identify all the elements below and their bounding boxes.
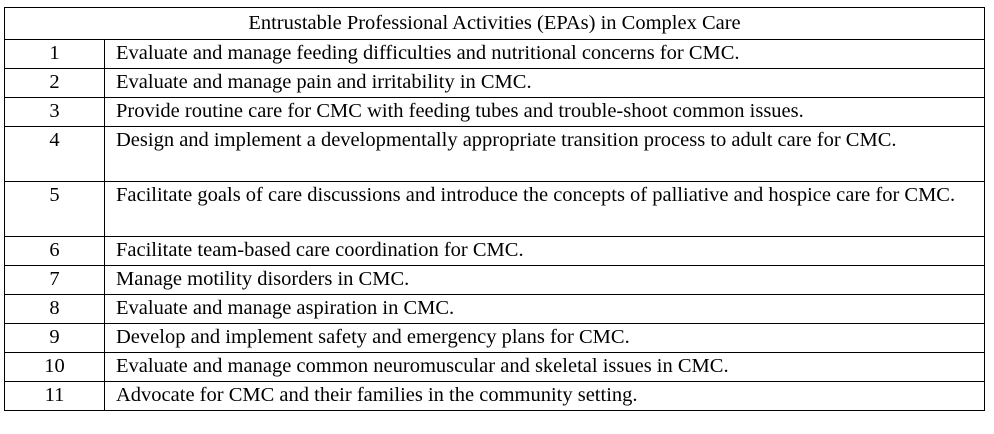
- table-row: [5, 182, 985, 237]
- epa-number: 11: [5, 382, 105, 411]
- table-title: Entrustable Professional Activities (EPAs) in Complex Care: [5, 8, 985, 40]
- table-row: [5, 69, 985, 98]
- table-header-row: [5, 8, 985, 40]
- epa-number: 8: [5, 295, 105, 324]
- epa-table: [4, 7, 985, 411]
- epa-number: 5: [5, 182, 105, 237]
- epa-description: Evaluate and manage feeding difficulties and nutritional concerns for CMC.: [105, 40, 985, 69]
- epa-number: 3: [5, 98, 105, 127]
- table-row: [5, 382, 985, 411]
- epa-number: 4: [5, 127, 105, 182]
- epa-description: Facilitate team-based care coordination for CMC.: [105, 237, 985, 266]
- epa-number: 10: [5, 353, 105, 382]
- table-row: [5, 127, 985, 182]
- table-row: [5, 98, 985, 127]
- epa-number: 2: [5, 69, 105, 98]
- epa-description: Evaluate and manage common neuromuscular and skeletal issues in CMC.: [105, 353, 985, 382]
- epa-description: Evaluate and manage aspiration in CMC.: [105, 295, 985, 324]
- epa-description: Provide routine care for CMC with feeding tubes and trouble-shoot common issues.: [105, 98, 985, 127]
- epa-description: Evaluate and manage pain and irritability in CMC.: [105, 69, 985, 98]
- epa-description: Advocate for CMC and their families in the community setting.: [105, 382, 985, 411]
- table-row: [5, 266, 985, 295]
- epa-description: Design and implement a developmentally appropriate transition process to adult care for CMC.: [105, 127, 985, 182]
- epa-description: Manage motility disorders in CMC.: [105, 266, 985, 295]
- epa-number: 6: [5, 237, 105, 266]
- epa-number: 7: [5, 266, 105, 295]
- epa-number: 9: [5, 324, 105, 353]
- table-row: [5, 324, 985, 353]
- table-row: [5, 353, 985, 382]
- epa-description: Develop and implement safety and emergency plans for CMC.: [105, 324, 985, 353]
- table-row: [5, 237, 985, 266]
- epa-description: Facilitate goals of care discussions and introduce the concepts of palliative and hospice care for CMC.: [105, 182, 985, 237]
- table-row: [5, 295, 985, 324]
- epa-number: 1: [5, 40, 105, 69]
- table-row: [5, 40, 985, 69]
